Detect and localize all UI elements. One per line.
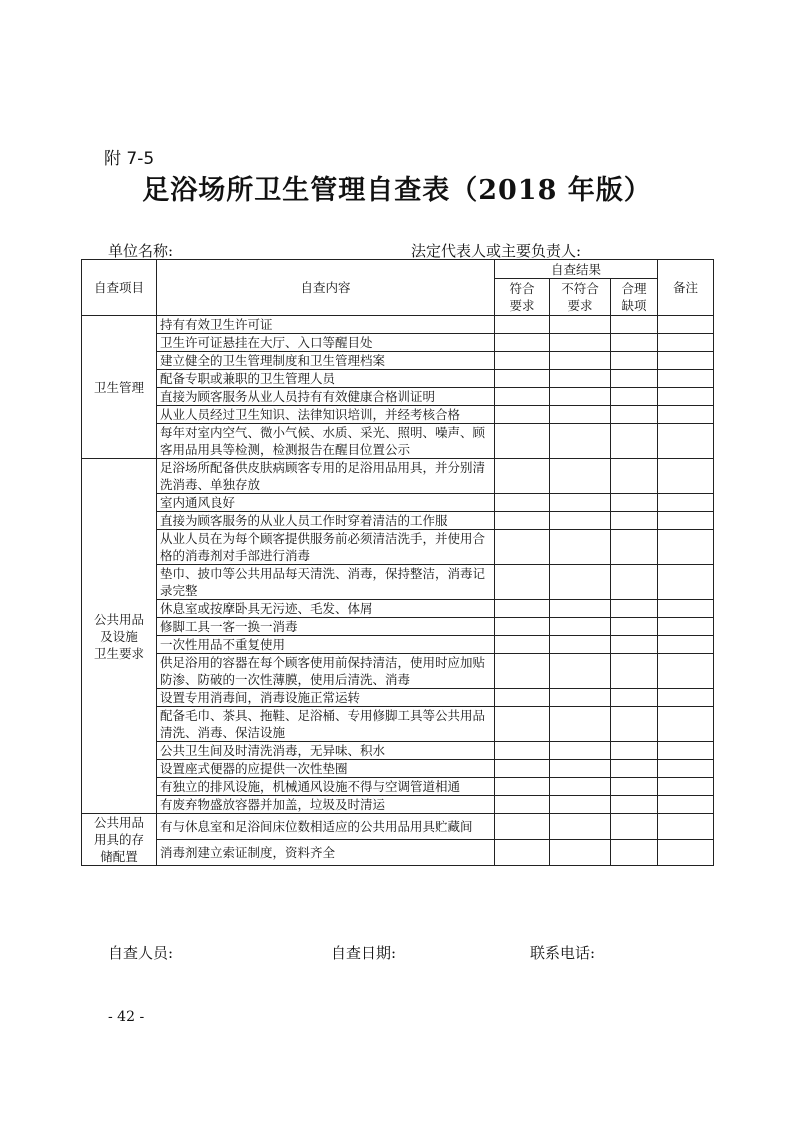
nonconform-cell[interactable] [550,654,611,689]
conform-cell[interactable] [495,654,550,689]
reasonable-missing-cell[interactable] [611,689,658,707]
reasonable-missing-cell[interactable] [611,352,658,370]
reasonable-missing-cell[interactable] [611,424,658,459]
check-item-text: 卫生许可证悬挂在大厅、入口等醒目处 [157,334,495,352]
check-item-text: 设置座式便器的应提供一次性垫圈 [157,760,495,778]
reasonable-missing-cell[interactable] [611,778,658,796]
conform-cell[interactable] [495,636,550,654]
phone-label: 联系电话: [530,944,596,962]
reasonable-missing-cell[interactable] [611,814,658,840]
conform-cell[interactable] [495,760,550,778]
remarks-cell[interactable] [658,530,714,565]
table-row [82,424,714,459]
header-nonconform: 不符合 要求 [550,279,611,316]
nonconform-cell[interactable] [550,618,611,636]
conform-cell[interactable] [495,424,550,459]
header-remarks: 备注 [658,260,714,316]
table-row [82,689,714,707]
reasonable-missing-cell[interactable] [611,742,658,760]
conform-cell[interactable] [495,689,550,707]
conform-cell[interactable] [495,406,550,424]
inspector-label: 自查人员: [108,944,174,962]
conform-cell[interactable] [495,565,550,600]
reasonable-missing-cell[interactable] [611,370,658,388]
reasonable-missing-cell[interactable] [611,707,658,742]
reasonable-missing-cell[interactable] [611,334,658,352]
category-cell: 公共用品 及设施 卫生要求 [82,459,157,814]
nonconform-cell[interactable] [550,742,611,760]
table-row [82,512,714,530]
conform-cell[interactable] [495,316,550,334]
conform-cell[interactable] [495,618,550,636]
check-item-text: 休息室或按摩卧具无污迹、毛发、体屑 [157,600,495,618]
nonconform-cell[interactable] [550,760,611,778]
nonconform-cell[interactable] [550,796,611,814]
header-item: 自查项目 [82,260,157,316]
table-row [82,600,714,618]
remarks-cell[interactable] [658,512,714,530]
nonconform-cell[interactable] [550,707,611,742]
table-row [82,459,714,494]
nonconform-cell[interactable] [550,370,611,388]
nonconform-cell[interactable] [550,406,611,424]
remarks-cell[interactable] [658,840,714,866]
reasonable-missing-cell[interactable] [611,618,658,636]
nonconform-cell[interactable] [550,334,611,352]
check-item-text: 建立健全的卫生管理制度和卫生管理档案 [157,352,495,370]
header-reasonable-missing: 合理 缺项 [611,279,658,316]
table-row [82,618,714,636]
remarks-cell[interactable] [658,600,714,618]
reasonable-missing-cell[interactable] [611,316,658,334]
table-row [82,530,714,565]
remarks-cell[interactable] [658,689,714,707]
nonconform-cell[interactable] [550,689,611,707]
legal-rep-label: 法定代表人或主要负责人: [411,242,582,260]
remarks-cell[interactable] [658,316,714,334]
nonconform-cell[interactable] [550,494,611,512]
reasonable-missing-cell[interactable] [611,796,658,814]
conform-cell[interactable] [495,796,550,814]
conform-cell[interactable] [495,494,550,512]
remarks-cell[interactable] [658,796,714,814]
nonconform-cell[interactable] [550,316,611,334]
conform-cell[interactable] [495,530,550,565]
reasonable-missing-cell[interactable] [611,654,658,689]
remarks-cell[interactable] [658,565,714,600]
remarks-cell[interactable] [658,654,714,689]
check-item-text: 每年对室内空气、微小气候、水质、采光、照明、噪声、顾客用品用具等检测，检测报告在醒目位置公示 [157,424,495,459]
nonconform-cell[interactable] [550,459,611,494]
remarks-cell[interactable] [658,424,714,459]
nonconform-cell[interactable] [550,600,611,618]
check-item-text: 直接为顾客服务的从业人员工作时穿着清洁的工作服 [157,512,495,530]
conform-cell[interactable] [495,707,550,742]
conform-cell[interactable] [495,814,550,840]
conform-cell[interactable] [495,742,550,760]
unit-name-label: 单位名称: [108,242,174,260]
remarks-cell[interactable] [658,370,714,388]
conform-cell[interactable] [495,388,550,406]
conform-cell[interactable] [495,600,550,618]
reasonable-missing-cell[interactable] [611,760,658,778]
reasonable-missing-cell[interactable] [611,494,658,512]
reasonable-missing-cell[interactable] [611,530,658,565]
check-item-text: 配备毛巾、茶具、拖鞋、足浴桶、专用修脚工具等公共用品清洗、消毒、保洁设施 [157,707,495,742]
remarks-cell[interactable] [658,388,714,406]
check-item-text: 持有有效卫生许可证 [157,316,495,334]
table-row [82,796,714,814]
category-cell: 公共用品 用具的存 储配置 [82,814,157,866]
check-item-text: 设置专用消毒间，消毒设施正常运转 [157,689,495,707]
remarks-cell[interactable] [658,352,714,370]
table-row [82,654,714,689]
conform-cell[interactable] [495,512,550,530]
check-item-text: 供足浴用的容器在每个顾客使用前保持清洁，使用时应加贴防渗、防破的一次性薄膜，使用后清洗、消毒 [157,654,495,689]
remarks-cell[interactable] [658,814,714,840]
reasonable-missing-cell[interactable] [611,840,658,866]
remarks-cell[interactable] [658,494,714,512]
table-row [82,565,714,600]
conform-cell[interactable] [495,778,550,796]
table-row [82,352,714,370]
table-row [82,840,714,866]
check-item-text: 公共卫生间及时清洗消毒，无异味、积水 [157,742,495,760]
reasonable-missing-cell[interactable] [611,406,658,424]
table-row [82,760,714,778]
check-item-text: 从业人员在为每个顾客提供服务前必须清洁洗手，并使用合格的消毒剂对手部进行消毒 [157,530,495,565]
nonconform-cell[interactable] [550,512,611,530]
table-row [82,707,714,742]
nonconform-cell[interactable] [550,840,611,866]
conform-cell[interactable] [495,352,550,370]
remarks-cell[interactable] [658,636,714,654]
nonconform-cell[interactable] [550,424,611,459]
check-item-text: 消毒剂建立索证制度，资料齐全 [157,840,495,866]
table-row [82,334,714,352]
page-title: 足浴场所卫生管理自查表（2018 年版） [142,175,652,206]
check-item-text: 足浴场所配备供皮肤病顾客专用的足浴用品用具，并分别清洗消毒、单独存放 [157,459,495,494]
nonconform-cell[interactable] [550,388,611,406]
reasonable-missing-cell[interactable] [611,636,658,654]
table-row [82,406,714,424]
attachment-label: 附 7-5 [104,149,155,169]
reasonable-missing-cell[interactable] [611,388,658,406]
reasonable-missing-cell[interactable] [611,565,658,600]
reasonable-missing-cell[interactable] [611,459,658,494]
check-item-text: 垫巾、披巾等公共用品每天清洗、消毒，保持整洁，消毒记录完整 [157,565,495,600]
check-item-text: 有与休息室和足浴间床位数相适应的公共用品用具贮藏间 [157,814,495,840]
table-row [82,778,714,796]
nonconform-cell[interactable] [550,352,611,370]
table-row [82,494,714,512]
conform-cell[interactable] [495,334,550,352]
remarks-cell[interactable] [658,760,714,778]
table-row [82,388,714,406]
remarks-cell[interactable] [658,742,714,760]
remarks-cell[interactable] [658,334,714,352]
check-item-text: 有独立的排风设施，机械通风设施不得与空调管道相通 [157,778,495,796]
conform-cell[interactable] [495,459,550,494]
nonconform-cell[interactable] [550,565,611,600]
remarks-cell[interactable] [658,618,714,636]
check-item-text: 有废弃物盛放容器并加盖，垃圾及时清运 [157,796,495,814]
date-label: 自查日期: [331,944,397,962]
nonconform-cell[interactable] [550,814,611,840]
header-result: 自查结果 [495,260,658,279]
table-row [82,316,714,334]
header-content: 自查内容 [157,260,495,316]
remarks-cell[interactable] [658,406,714,424]
nonconform-cell[interactable] [550,778,611,796]
remarks-cell[interactable] [658,459,714,494]
table-row [82,370,714,388]
table-row [82,636,714,654]
check-item-text: 修脚工具一客一换一消毒 [157,618,495,636]
check-item-text: 配备专职或兼职的卫生管理人员 [157,370,495,388]
reasonable-missing-cell[interactable] [611,600,658,618]
reasonable-missing-cell[interactable] [611,512,658,530]
check-item-text: 直接为顾客服务从业人员持有有效健康合格训证明 [157,388,495,406]
table-row [82,742,714,760]
page-number: - 42 - [108,1009,145,1025]
category-cell: 卫生管理 [82,316,157,459]
check-item-text: 室内通风良好 [157,494,495,512]
self-check-table [81,259,714,866]
table-row [82,814,714,840]
check-item-text: 从业人员经过卫生知识、法律知识培训，并经考核合格 [157,406,495,424]
nonconform-cell[interactable] [550,530,611,565]
remarks-cell[interactable] [658,778,714,796]
remarks-cell[interactable] [658,707,714,742]
nonconform-cell[interactable] [550,636,611,654]
conform-cell[interactable] [495,840,550,866]
check-item-text: 一次性用品不重复使用 [157,636,495,654]
conform-cell[interactable] [495,370,550,388]
header-conform: 符合 要求 [495,279,550,316]
